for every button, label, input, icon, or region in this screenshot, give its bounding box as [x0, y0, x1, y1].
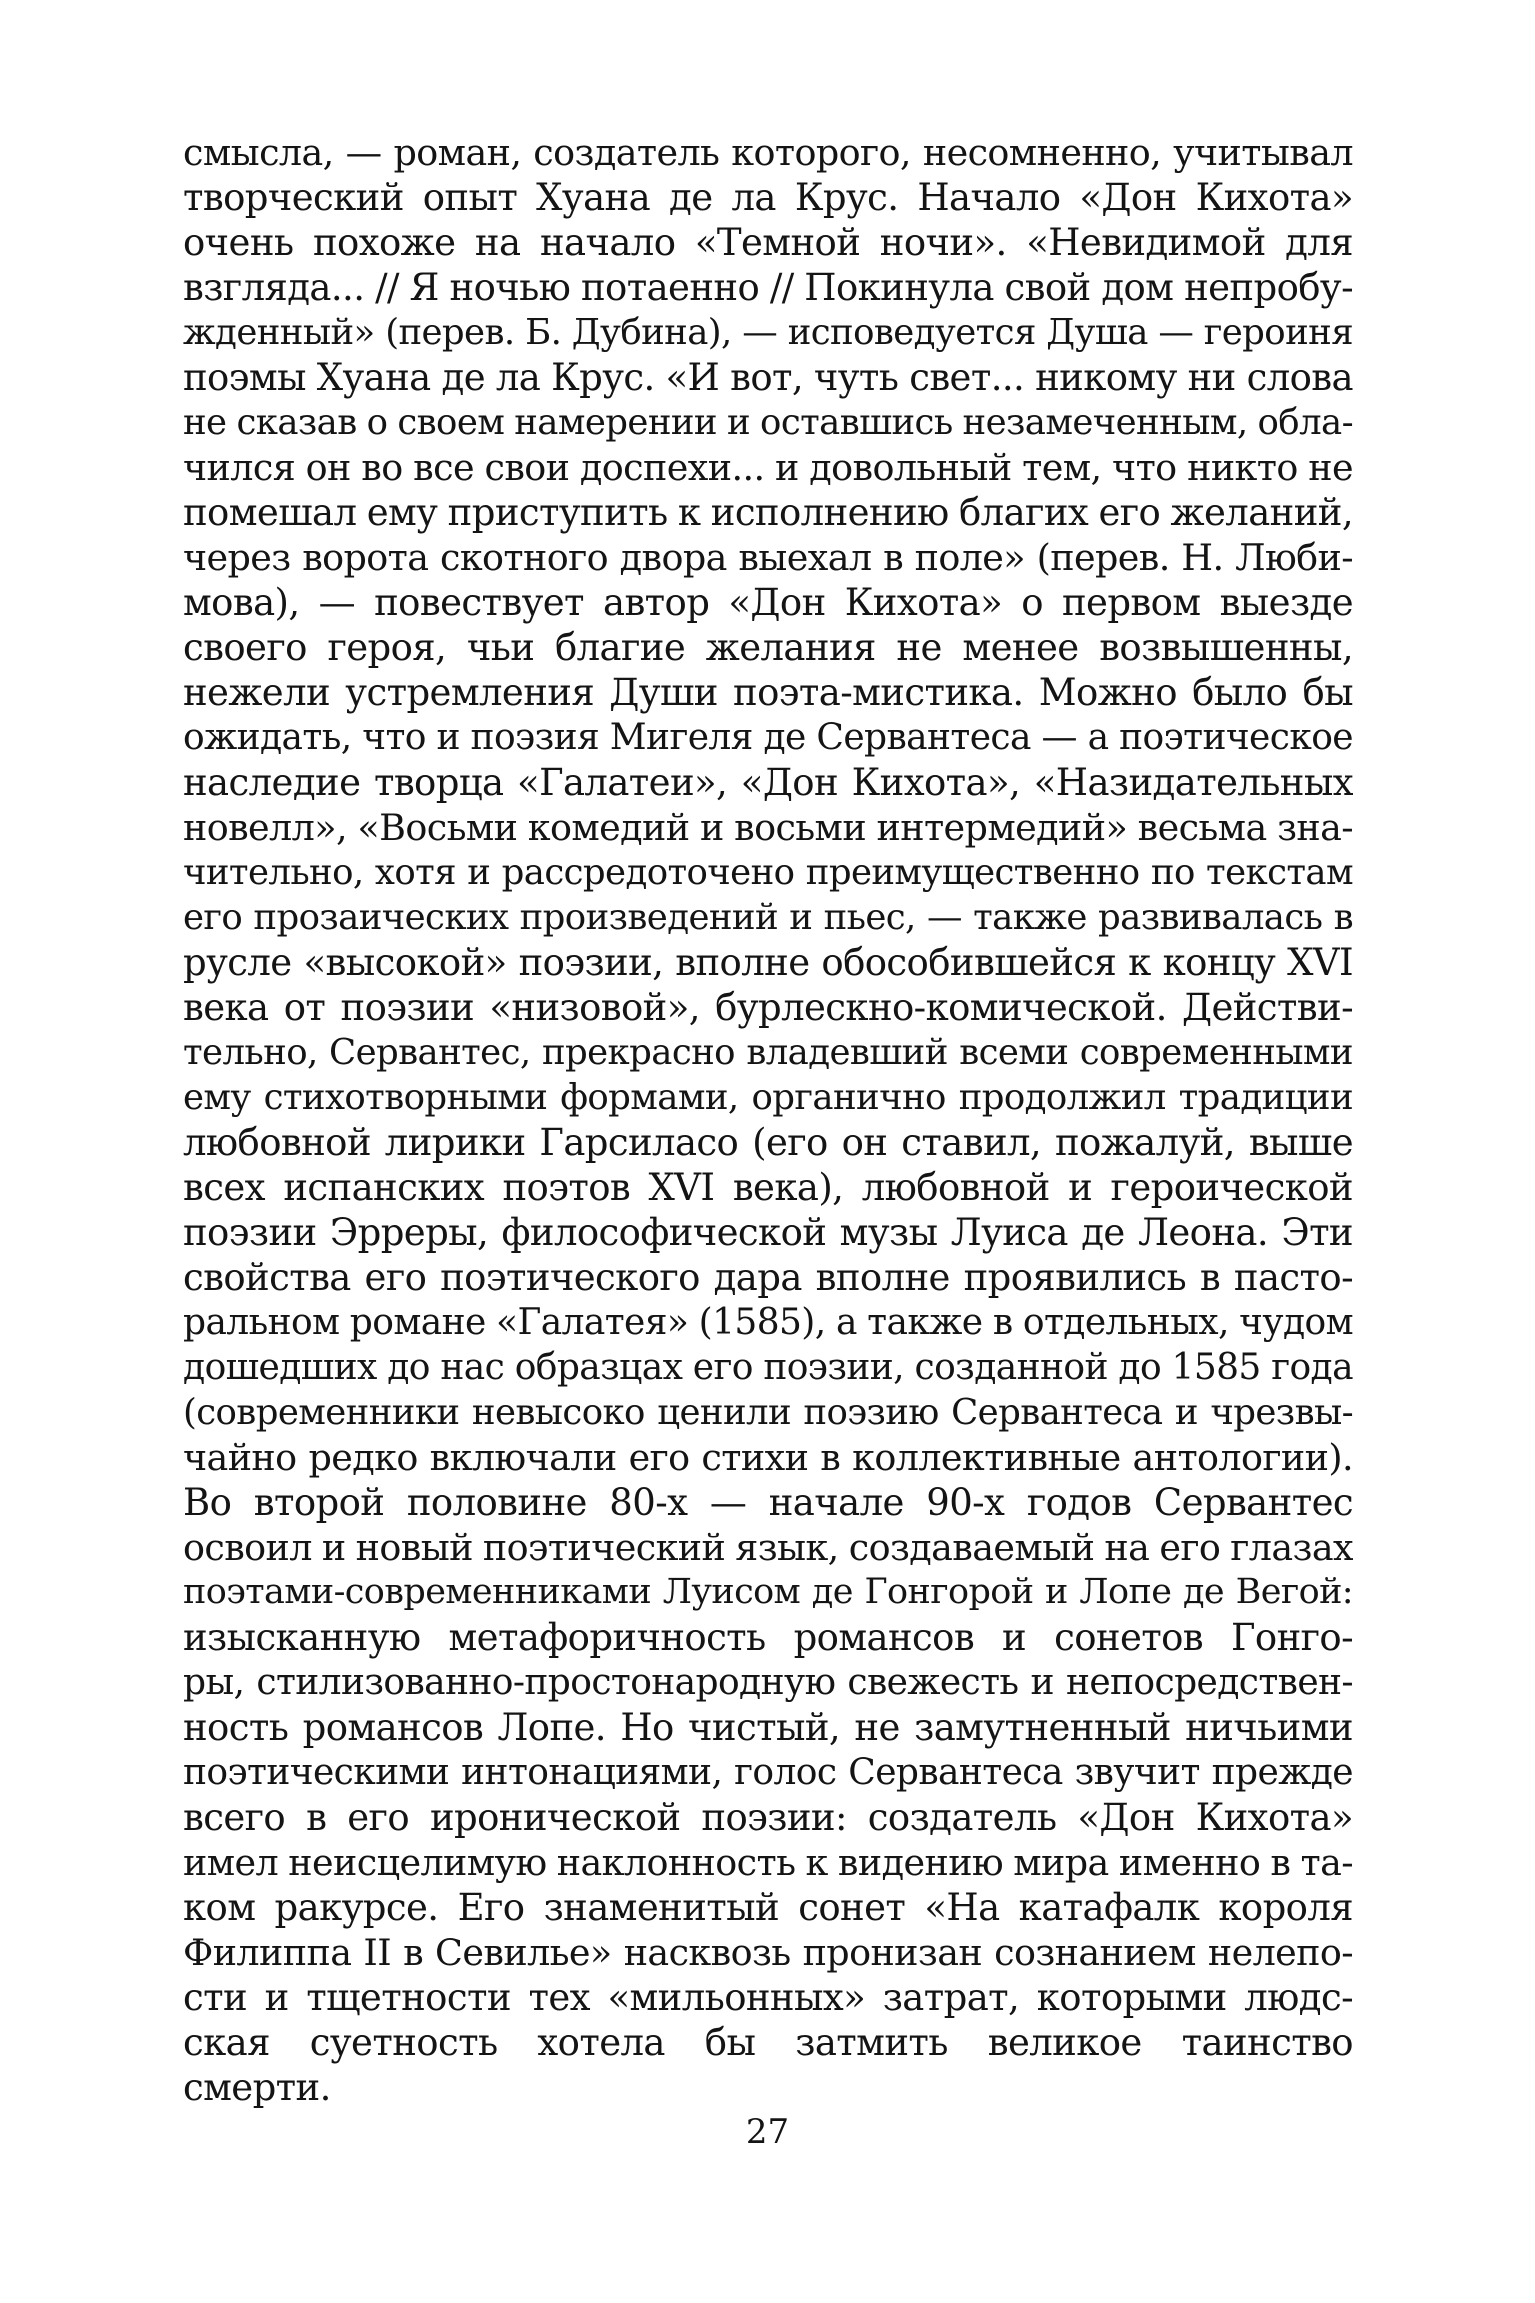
- text-line: ральном романе «Галатея» (1585), а также в отдельных, чудом: [183, 1302, 1353, 1343]
- text-line: русле «высокой» поэзии, вполне обособившейся к концу XVI: [183, 941, 1353, 984]
- text-line: ком ракурсе. Его знаменитый сонет «На катафалк короля: [183, 1886, 1353, 1929]
- text-line: всех испанских поэтов XVI века), любовной и героической: [183, 1166, 1353, 1209]
- text-line: тельно, Сервантес, прекрасно владевший всеми современными: [183, 1032, 1353, 1073]
- text-line: творческий опыт Хуана де ла Крус. Начало «Дон Кихота»: [183, 176, 1353, 219]
- text-line: Во второй половине 80-х — начале 90-х годов Сервантес: [183, 1481, 1353, 1524]
- text-line: любовной лирики Гарсиласо (его он ставил, пожалуй, выше: [183, 1121, 1353, 1164]
- text-line: имел неисцелимую наклонность к видению мира именно в та-: [183, 1841, 1353, 1884]
- text-line: мова), — повествует автор «Дон Кихота» о первом выезде: [183, 581, 1353, 624]
- text-line: очень похоже на начало «Темной ночи». «Невидимой для: [183, 221, 1353, 264]
- text-line: не сказав о своем намерении и оставшись незамеченным, обла-: [183, 402, 1353, 443]
- text-line: поэтическими интонациями, голос Сервантеса звучит прежде: [183, 1752, 1353, 1793]
- text-line: ры, стилизованно-простонародную свежесть и непосредствен-: [183, 1662, 1353, 1703]
- text-line: века от поэзии «низовой», бурлескно-комической. Действи-: [183, 986, 1353, 1029]
- text-line: изысканную метафоричность романсов и сонетов Гонго-: [183, 1616, 1353, 1659]
- text-line-last: смерти.: [183, 2066, 331, 2109]
- text-line: через ворота скотного двора выехал в поле» (перев. Н. Люби-: [183, 536, 1353, 579]
- text-line: поэтами-современниками Луисом де Гонгорой и Лопе де Вегой:: [183, 1572, 1353, 1612]
- text-line: ему стихотворными формами, органично продолжил традиции: [183, 1077, 1353, 1118]
- text-line: помешал ему приступить к исполнению благих его желаний,: [183, 491, 1353, 534]
- text-line: дошедших до нас образцах его поэзии, созданной до 1585 года: [183, 1347, 1353, 1388]
- text-line: свойства его поэтического дара вполне проявились в пасто-: [183, 1256, 1353, 1299]
- text-line: смысла, — роман, создатель которого, несомненно, учитывал: [183, 131, 1353, 174]
- text-line: своего героя, чьи благие желания не менее возвышенны,: [183, 626, 1353, 669]
- text-line: чительно, хотя и рассредоточено преимущественно по текстам: [183, 852, 1353, 893]
- page-number: 27: [745, 2112, 790, 2152]
- text-line: Филиппа II в Севилье» насквозь пронизан сознанием нелепо-: [183, 1931, 1353, 1974]
- text-line: освоил и новый поэтический язык, создаваемый на его глазах: [183, 1526, 1353, 1569]
- text-line: поэмы Хуана де ла Крус. «И вот, чуть свет... никому ни слова: [183, 356, 1353, 399]
- body-text: [183, 130, 1353, 2110]
- text-line: его прозаических произведений и пьес, — также развивалась в: [183, 897, 1353, 938]
- text-line: жденный» (перев. Б. Дубина), — исповедуется Душа — героиня: [183, 312, 1353, 353]
- text-line: наследие творца «Галатеи», «Дон Кихота», «Назидательных: [183, 761, 1353, 804]
- text-line: всего в его иронической поэзии: создатель «Дон Кихота»: [183, 1796, 1353, 1839]
- text-line: чился он во все свои доспехи... и довольный тем, что никто не: [183, 446, 1353, 489]
- text-line: ность романсов Лопе. Но чистый, не замутненный ничьими: [183, 1706, 1353, 1749]
- text-line: взгляда... // Я ночью потаенно // Покинула свой дом непробу-: [183, 266, 1353, 309]
- text-line: ожидать, что и поэзия Мигеля де Сервантеса — а поэтическое: [183, 717, 1353, 758]
- text-line: новелл», «Восьми комедий и восьми интермедий» весьма зна-: [183, 806, 1353, 849]
- text-line: поэзии Эрреры, философической музы Луиса де Леона. Эти: [183, 1211, 1353, 1254]
- text-line: нежели устремления Души поэта-мистика. Можно было бы: [183, 671, 1353, 714]
- text-line: ская суетность хотела бы затмить великое таинство: [183, 2021, 1353, 2064]
- text-line: чайно редко включали его стихи в коллективные антологии).: [183, 1436, 1353, 1479]
- text-line: сти и тщетности тех «мильонных» затрат, которыми людс-: [183, 1976, 1353, 2019]
- text-line: (современники невысоко ценили поэзию Сервантеса и чрезвы-: [183, 1392, 1353, 1433]
